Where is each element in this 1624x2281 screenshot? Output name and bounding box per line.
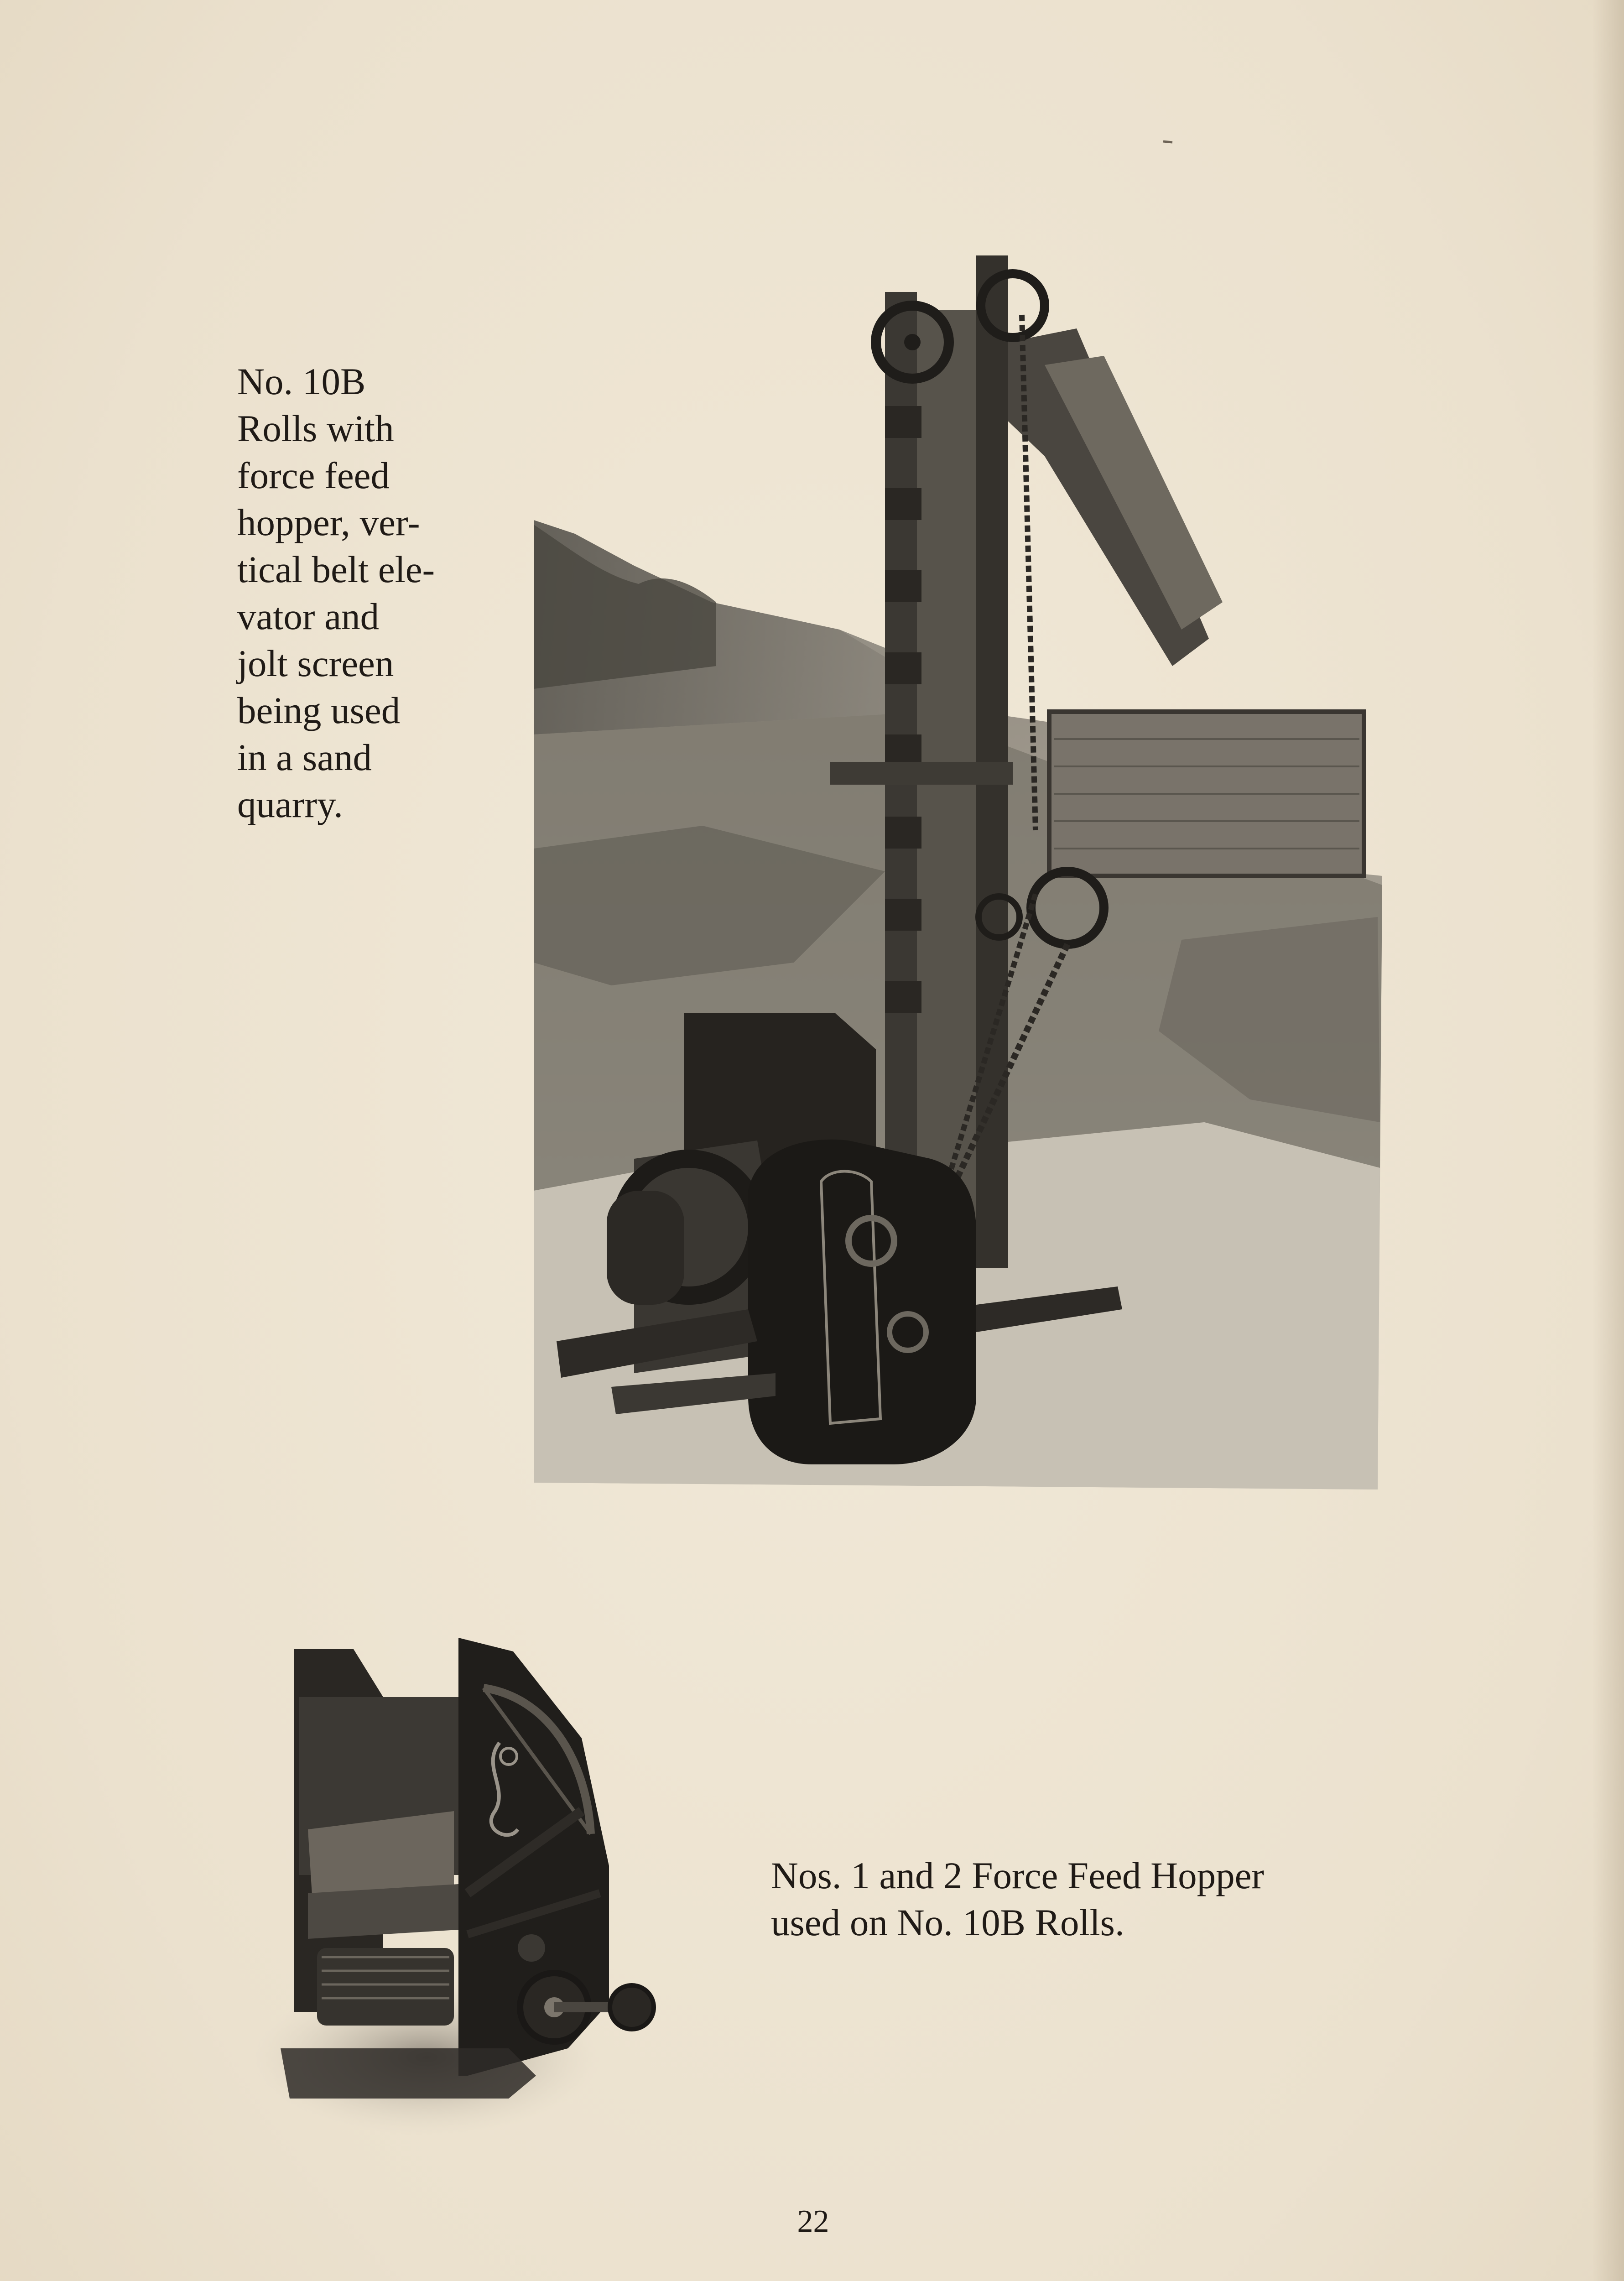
caption-line: being used (237, 689, 401, 731)
caption-line: Rolls with (237, 407, 394, 449)
caption-line: force feed (237, 454, 390, 496)
caption-line: hopper, ver- (237, 501, 420, 543)
caption-line: No. 10B (237, 360, 366, 402)
caption-line: vator and (237, 595, 380, 637)
caption-line: Nos. 1 and 2 Force Feed Hopper (771, 1854, 1265, 1896)
caption-line: quarry. (237, 783, 343, 825)
caption-line: used on No. 10B Rolls. (771, 1901, 1124, 1943)
caption-line: jolt screen (237, 642, 394, 684)
page-number: 22 (797, 2204, 829, 2239)
caption-line: in a sand (237, 736, 372, 778)
caption-line: tical belt ele- (237, 548, 435, 590)
